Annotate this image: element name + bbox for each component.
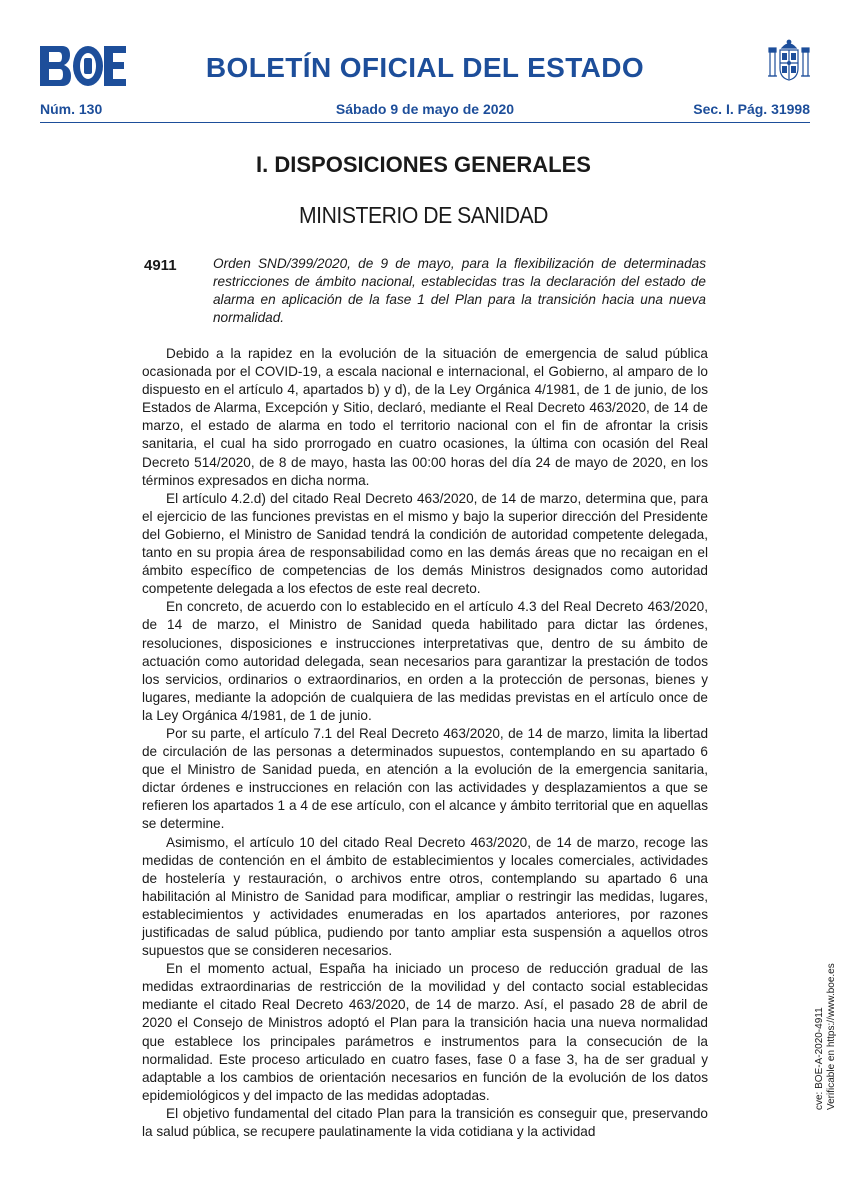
verify-link[interactable]: Verificable en https://www.boe.es (826, 963, 837, 1110)
section-page: Sec. I. Pág. 31998 (693, 101, 810, 117)
section-title: I. DISPOSICIONES GENERALES (256, 152, 591, 177)
cve-code: cve: BOE-A-2020-4911 (814, 1007, 825, 1110)
issue-number: Núm. 130 (40, 101, 103, 117)
journal-title: BOLETÍN OFICIAL DEL ESTADO (205, 52, 645, 83)
issue-meta (40, 101, 810, 119)
ministry-title: MINISTERIO DE SANIDAD (298, 202, 549, 228)
paragraph: En concreto, de acuerdo con lo establecido en el artículo 4.3 del Real Decreto 463/2020, de 14 de marzo, el Ministro de Sanidad queda habilitado para dictar las órdenes, resoluciones, disposiciones e instrucciones interpretativas que, dentro de su ámbito de actuación como autoridad delegada, sean necesarios para garantizar la prestación de todos los servicios, ordinarios o extraordinarios, en orden a la protección de personas, bienes y lugares, mediante la adopción de cualquiera de las medidas previstas en el artículo once de la Ley Orgánica 4/1981, de 1 de junio. (142, 599, 708, 723)
paragraph: Debido a la rapidez en la evolución de la situación de emergencia de salud pública ocasionada por el COVID-19, a escala nacional e internacional, el Gobierno, al amparo de lo dispuesto en el artículo 4, apartados b) y d), de la Ley Orgánica 4/1981, de 1 de junio, de los Estados de Alarma, Excepción y Sitio, declaró, mediante el Real Decreto 463/2020, de 14 de marzo, el estado de alarma en todo el territorio nacional con el fin de afrontar la crisis sanitaria, el cual ha sido prorrogado en cuatro ocasiones, la última con ocasión del Real Decreto 514/2020, de 8 de mayo, hasta las 00:00 horas del día 24 de mayo de 2020, en los términos expresados en dicha norma. (142, 346, 708, 488)
header-divider (40, 122, 810, 123)
paragraph: En el momento actual, España ha iniciado un proceso de reducción gradual de las medidas extraordinarias de restricción de la movilidad y del contacto social establecidas mediante el citado Real Decreto 463/2020, de 14 de marzo. Así, el pasado 28 de abril de 2020 el Consejo de Ministros adoptó el Plan para la transición hacia una nueva normalidad que establece los principales parámetros e instrumentos para la consecución de la normalidad. Este proceso articulado en cuatro fases, fase 0 a fase 3, ha de ser gradual y adaptable a los cambios de orientación necesarios en función de la evolución de los datos epidemiológicos y del impacto de las medidas adoptadas. (142, 961, 708, 1103)
document-body (142, 345, 708, 1141)
paragraph: Asimismo, el artículo 10 del citado Real Decreto 463/2020, de 14 de marzo, recoge las medidas de contención en el ámbito de establecimientos y locales comerciales, actividades de hostelería y restauración, o archivos entre otros, contemplando su apartado 6 una habilitación al Ministro de Sanidad para modificar, ampliar o restringir las medidas, lugares, establecimientos y actividades enumeradas en los apartados anteriores, por razones justificadas de salud pública, pudiendo por tanto ampliar esta suspensión a aquellos otros supuestos que se consideren necesarios. (142, 834, 708, 959)
issue-date: Sábado 9 de mayo de 2020 (335, 101, 515, 117)
coat-of-arms-icon (768, 38, 810, 86)
paragraph: Por su parte, el artículo 7.1 del Real Decreto 463/2020, de 14 de marzo, limita la libertad de circulación de las personas a determinados supuestos, contemplando en su apartado 6 que el Ministro de Sanidad pueda, en atención a la evolución de la emergencia sanitaria, dictar órdenes e instrucciones en relación con las actividades y desplazamientos a que se refieren los apartados 1 a 4 de ese artículo, con el alcance y ámbito territorial que en aquellas se determine. (142, 725, 708, 832)
order-title: Orden SND/399/2020, de 9 de mayo, para la flexibilización de determinadas restricciones de ámbito nacional, establecidas tras la declaración del estado de alarma en aplicación de la fase 1 del Plan para la transición hacia una nueva normalidad. (213, 256, 706, 325)
paragraph: El artículo 4.2.d) del citado Real Decreto 463/2020, de 14 de marzo, determina que, para el ejercicio de las funciones previstas en el mismo y bajo la superior dirección del Presidente del Gobierno, el Ministro de Sanidad tendrá la condición de autoridad competente delegada, tanto en su propia área de responsabilidad como en las demás áreas que no recaigan en el ámbito específico de competencias de los demás Ministros designados como autoridad competente delegada a los efectos de este real decreto. (142, 490, 708, 597)
order-number: 4911 (144, 257, 177, 274)
paragraph: El objetivo fundamental del citado Plan para la transición es conseguir que, preservando la salud pública, se recupere paulatinamente la vida cotidiana y la actividad (142, 1105, 708, 1140)
verification-note (814, 963, 838, 1110)
masthead (40, 44, 810, 94)
